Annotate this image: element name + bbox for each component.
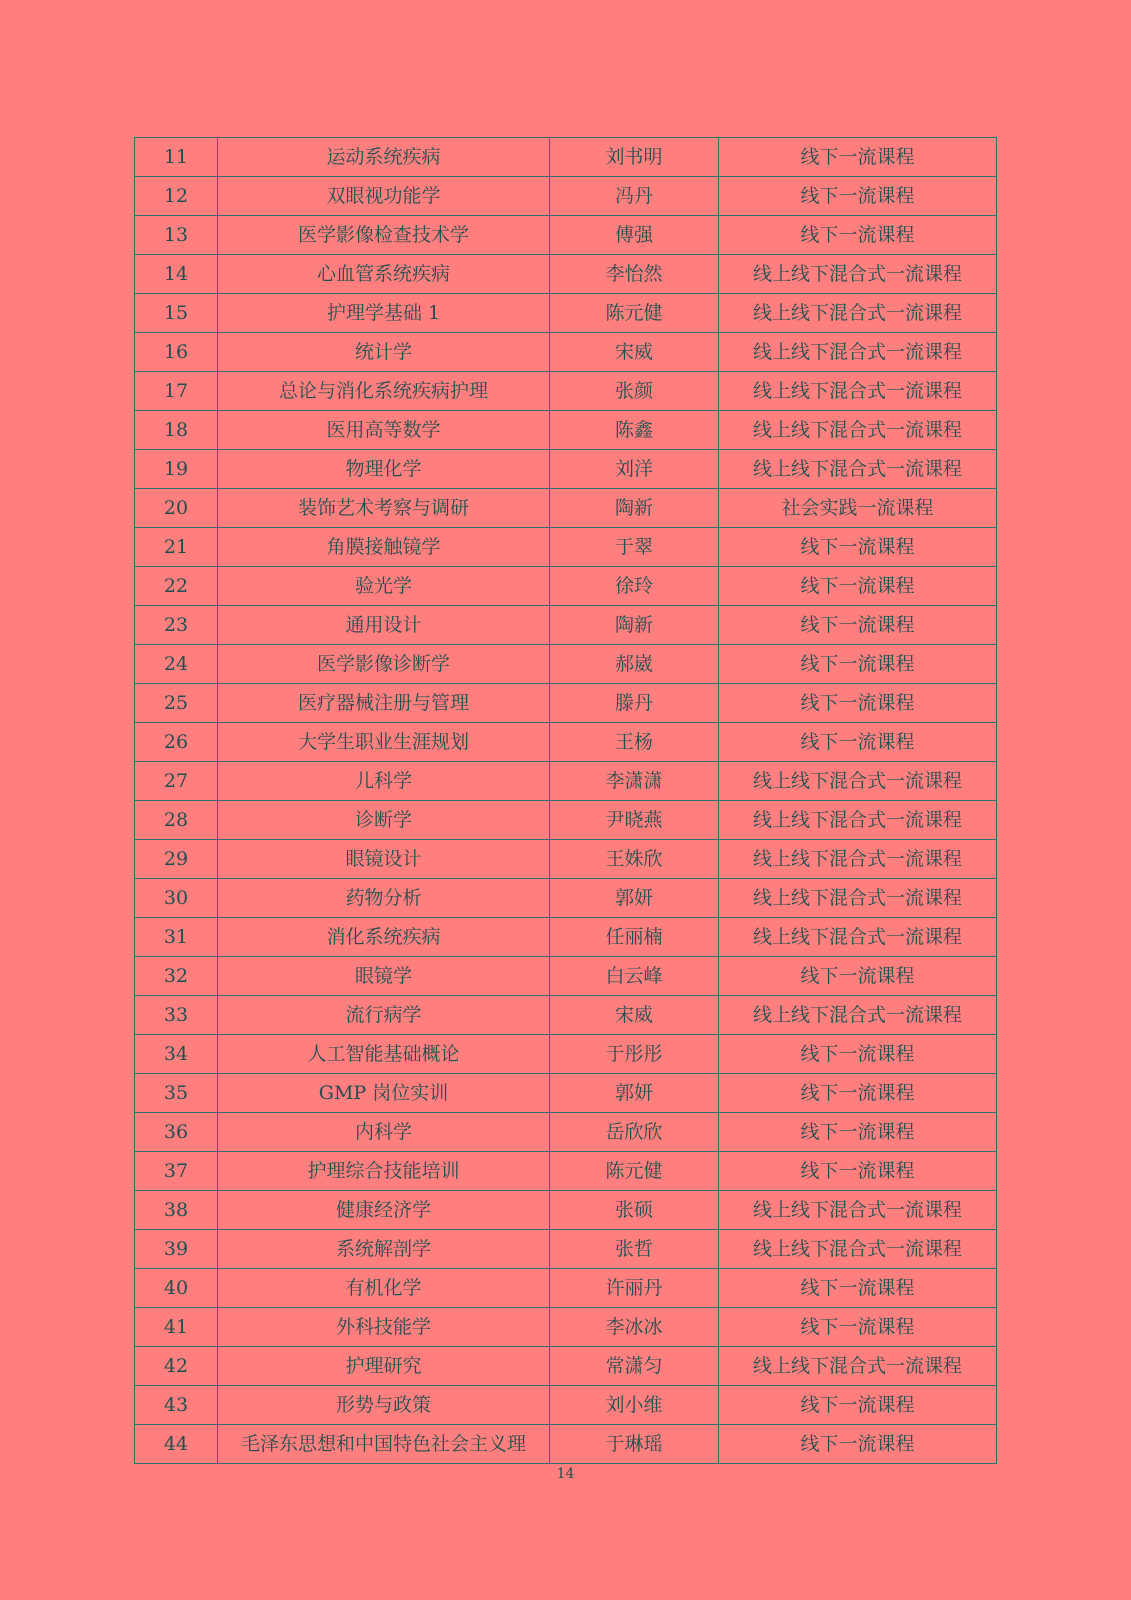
- course-type-cell: 线上线下混合式一流课程: [719, 801, 997, 840]
- row-number-cell: 33: [135, 996, 218, 1035]
- teacher-cell: 徐玲: [550, 567, 719, 606]
- table-row: [135, 1425, 997, 1464]
- course-type-cell: 线上线下混合式一流课程: [719, 840, 997, 879]
- teacher-cell: 刘小维: [550, 1386, 719, 1425]
- row-number-cell: 41: [135, 1308, 218, 1347]
- table-row: [135, 294, 997, 333]
- row-number-cell: 27: [135, 762, 218, 801]
- row-number-cell: 20: [135, 489, 218, 528]
- teacher-cell: 郭妍: [550, 879, 719, 918]
- course-name-cell: 心血管系统疾病: [218, 255, 550, 294]
- course-table: [134, 137, 997, 1464]
- teacher-cell: 陶新: [550, 606, 719, 645]
- row-number-cell: 43: [135, 1386, 218, 1425]
- table-row: [135, 723, 997, 762]
- course-type-cell: 线上线下混合式一流课程: [719, 333, 997, 372]
- course-type-cell: 线上线下混合式一流课程: [719, 918, 997, 957]
- table-row: [135, 372, 997, 411]
- course-name-cell: 护理学基础 1: [218, 294, 550, 333]
- teacher-cell: 陈鑫: [550, 411, 719, 450]
- table-row: [135, 567, 997, 606]
- course-name-cell: 诊断学: [218, 801, 550, 840]
- table-row: [135, 801, 997, 840]
- table-row: [135, 450, 997, 489]
- table-row: [135, 1386, 997, 1425]
- course-name-cell: 健康经济学: [218, 1191, 550, 1230]
- course-type-cell: 线下一流课程: [719, 606, 997, 645]
- course-name-cell: 医用高等数学: [218, 411, 550, 450]
- table-row: [135, 1035, 997, 1074]
- course-name-cell: 医疗器械注册与管理: [218, 684, 550, 723]
- table-row: [135, 411, 997, 450]
- teacher-cell: 尹晓燕: [550, 801, 719, 840]
- teacher-cell: 于琳瑶: [550, 1425, 719, 1464]
- teacher-cell: 白云峰: [550, 957, 719, 996]
- course-name-cell: 人工智能基础概论: [218, 1035, 550, 1074]
- course-type-cell: 线上线下混合式一流课程: [719, 411, 997, 450]
- table-row: [135, 1074, 997, 1113]
- table-row: [135, 333, 997, 372]
- teacher-cell: 李怡然: [550, 255, 719, 294]
- course-type-cell: 线上线下混合式一流课程: [719, 294, 997, 333]
- course-name-cell: 大学生职业生涯规划: [218, 723, 550, 762]
- row-number-cell: 12: [135, 177, 218, 216]
- course-type-cell: 线上线下混合式一流课程: [719, 255, 997, 294]
- table-row: [135, 684, 997, 723]
- course-name-cell: 双眼视功能学: [218, 177, 550, 216]
- course-type-cell: 社会实践一流课程: [719, 489, 997, 528]
- course-name-cell: 形势与政策: [218, 1386, 550, 1425]
- teacher-cell: 李潇潇: [550, 762, 719, 801]
- course-name-cell: 物理化学: [218, 450, 550, 489]
- course-type-cell: 线上线下混合式一流课程: [719, 1230, 997, 1269]
- row-number-cell: 31: [135, 918, 218, 957]
- row-number-cell: 17: [135, 372, 218, 411]
- course-name-cell: 儿科学: [218, 762, 550, 801]
- course-type-cell: 线下一流课程: [719, 957, 997, 996]
- row-number-cell: 26: [135, 723, 218, 762]
- table-row: [135, 216, 997, 255]
- course-name-cell: 护理综合技能培训: [218, 1152, 550, 1191]
- row-number-cell: 22: [135, 567, 218, 606]
- course-name-cell: 总论与消化系统疾病护理: [218, 372, 550, 411]
- teacher-cell: 于彤彤: [550, 1035, 719, 1074]
- row-number-cell: 18: [135, 411, 218, 450]
- row-number-cell: 11: [135, 138, 218, 177]
- table-row: [135, 489, 997, 528]
- table-row: [135, 1191, 997, 1230]
- course-type-cell: 线下一流课程: [719, 723, 997, 762]
- teacher-cell: 任丽楠: [550, 918, 719, 957]
- course-type-cell: 线下一流课程: [719, 528, 997, 567]
- course-type-cell: 线下一流课程: [719, 216, 997, 255]
- course-name-cell: 眼镜设计: [218, 840, 550, 879]
- table-row: [135, 528, 997, 567]
- teacher-cell: 傅强: [550, 216, 719, 255]
- course-name-cell: 装饰艺术考察与调研: [218, 489, 550, 528]
- teacher-cell: 于翠: [550, 528, 719, 567]
- course-type-cell: 线下一流课程: [719, 177, 997, 216]
- teacher-cell: 李冰冰: [550, 1308, 719, 1347]
- course-name-cell: 护理研究: [218, 1347, 550, 1386]
- course-name-cell: 统计学: [218, 333, 550, 372]
- course-name-cell: 消化系统疾病: [218, 918, 550, 957]
- row-number-cell: 29: [135, 840, 218, 879]
- table-row: [135, 255, 997, 294]
- course-name-cell: 眼镜学: [218, 957, 550, 996]
- course-name-cell: 医学影像检查技术学: [218, 216, 550, 255]
- course-type-cell: 线上线下混合式一流课程: [719, 1191, 997, 1230]
- course-type-cell: 线下一流课程: [719, 1074, 997, 1113]
- course-type-cell: 线上线下混合式一流课程: [719, 996, 997, 1035]
- course-type-cell: 线下一流课程: [719, 645, 997, 684]
- row-number-cell: 38: [135, 1191, 218, 1230]
- table-row: [135, 1152, 997, 1191]
- teacher-cell: 许丽丹: [550, 1269, 719, 1308]
- teacher-cell: 刘洋: [550, 450, 719, 489]
- course-name-cell: 医学影像诊断学: [218, 645, 550, 684]
- row-number-cell: 30: [135, 879, 218, 918]
- course-name-cell: 流行病学: [218, 996, 550, 1035]
- row-number-cell: 44: [135, 1425, 218, 1464]
- course-type-cell: 线上线下混合式一流课程: [719, 879, 997, 918]
- teacher-cell: 陶新: [550, 489, 719, 528]
- table-row: [135, 879, 997, 918]
- row-number-cell: 13: [135, 216, 218, 255]
- course-table-body: [135, 138, 997, 1464]
- teacher-cell: 张颜: [550, 372, 719, 411]
- row-number-cell: 21: [135, 528, 218, 567]
- course-name-cell: 验光学: [218, 567, 550, 606]
- course-type-cell: 线下一流课程: [719, 1386, 997, 1425]
- table-row: [135, 1113, 997, 1152]
- row-number-cell: 23: [135, 606, 218, 645]
- table-row: [135, 918, 997, 957]
- table-row: [135, 1269, 997, 1308]
- teacher-cell: 冯丹: [550, 177, 719, 216]
- table-row: [135, 1347, 997, 1386]
- row-number-cell: 35: [135, 1074, 218, 1113]
- course-name-cell: 外科技能学: [218, 1308, 550, 1347]
- course-type-cell: 线下一流课程: [719, 1308, 997, 1347]
- course-type-cell: 线下一流课程: [719, 1035, 997, 1074]
- teacher-cell: 王杨: [550, 723, 719, 762]
- row-number-cell: 16: [135, 333, 218, 372]
- course-type-cell: 线上线下混合式一流课程: [719, 450, 997, 489]
- row-number-cell: 32: [135, 957, 218, 996]
- course-name-cell: 毛泽东思想和中国特色社会主义理: [218, 1425, 550, 1464]
- row-number-cell: 25: [135, 684, 218, 723]
- course-type-cell: 线下一流课程: [719, 684, 997, 723]
- table-row: [135, 840, 997, 879]
- teacher-cell: 王姝欣: [550, 840, 719, 879]
- table-row: [135, 996, 997, 1035]
- table-row: [135, 762, 997, 801]
- teacher-cell: 常潇匀: [550, 1347, 719, 1386]
- teacher-cell: 张哲: [550, 1230, 719, 1269]
- teacher-cell: 宋威: [550, 333, 719, 372]
- table-row: [135, 606, 997, 645]
- course-type-cell: 线上线下混合式一流课程: [719, 1347, 997, 1386]
- row-number-cell: 34: [135, 1035, 218, 1074]
- course-name-cell: GMP 岗位实训: [218, 1074, 550, 1113]
- table-row: [135, 177, 997, 216]
- teacher-cell: 刘书明: [550, 138, 719, 177]
- row-number-cell: 19: [135, 450, 218, 489]
- course-name-cell: 运动系统疾病: [218, 138, 550, 177]
- teacher-cell: 郝崴: [550, 645, 719, 684]
- course-type-cell: 线上线下混合式一流课程: [719, 762, 997, 801]
- course-type-cell: 线下一流课程: [719, 1113, 997, 1152]
- row-number-cell: 42: [135, 1347, 218, 1386]
- course-table-container: [134, 137, 996, 1464]
- teacher-cell: 宋威: [550, 996, 719, 1035]
- row-number-cell: 15: [135, 294, 218, 333]
- row-number-cell: 40: [135, 1269, 218, 1308]
- course-type-cell: 线上线下混合式一流课程: [719, 372, 997, 411]
- row-number-cell: 28: [135, 801, 218, 840]
- table-row: [135, 1230, 997, 1269]
- teacher-cell: 陈元健: [550, 294, 719, 333]
- course-type-cell: 线下一流课程: [719, 1425, 997, 1464]
- course-name-cell: 内科学: [218, 1113, 550, 1152]
- course-type-cell: 线下一流课程: [719, 1152, 997, 1191]
- row-number-cell: 36: [135, 1113, 218, 1152]
- table-row: [135, 957, 997, 996]
- course-name-cell: 角膜接触镜学: [218, 528, 550, 567]
- row-number-cell: 37: [135, 1152, 218, 1191]
- row-number-cell: 39: [135, 1230, 218, 1269]
- course-name-cell: 有机化学: [218, 1269, 550, 1308]
- teacher-cell: 郭妍: [550, 1074, 719, 1113]
- course-type-cell: 线下一流课程: [719, 1269, 997, 1308]
- course-name-cell: 通用设计: [218, 606, 550, 645]
- teacher-cell: 陈元健: [550, 1152, 719, 1191]
- course-name-cell: 系统解剖学: [218, 1230, 550, 1269]
- table-row: [135, 138, 997, 177]
- page-number: 14: [556, 1466, 575, 1482]
- course-name-cell: 药物分析: [218, 879, 550, 918]
- table-row: [135, 645, 997, 684]
- teacher-cell: 张硕: [550, 1191, 719, 1230]
- course-type-cell: 线下一流课程: [719, 567, 997, 606]
- teacher-cell: 岳欣欣: [550, 1113, 719, 1152]
- teacher-cell: 滕丹: [550, 684, 719, 723]
- table-row: [135, 1308, 997, 1347]
- row-number-cell: 24: [135, 645, 218, 684]
- row-number-cell: 14: [135, 255, 218, 294]
- course-type-cell: 线下一流课程: [719, 138, 997, 177]
